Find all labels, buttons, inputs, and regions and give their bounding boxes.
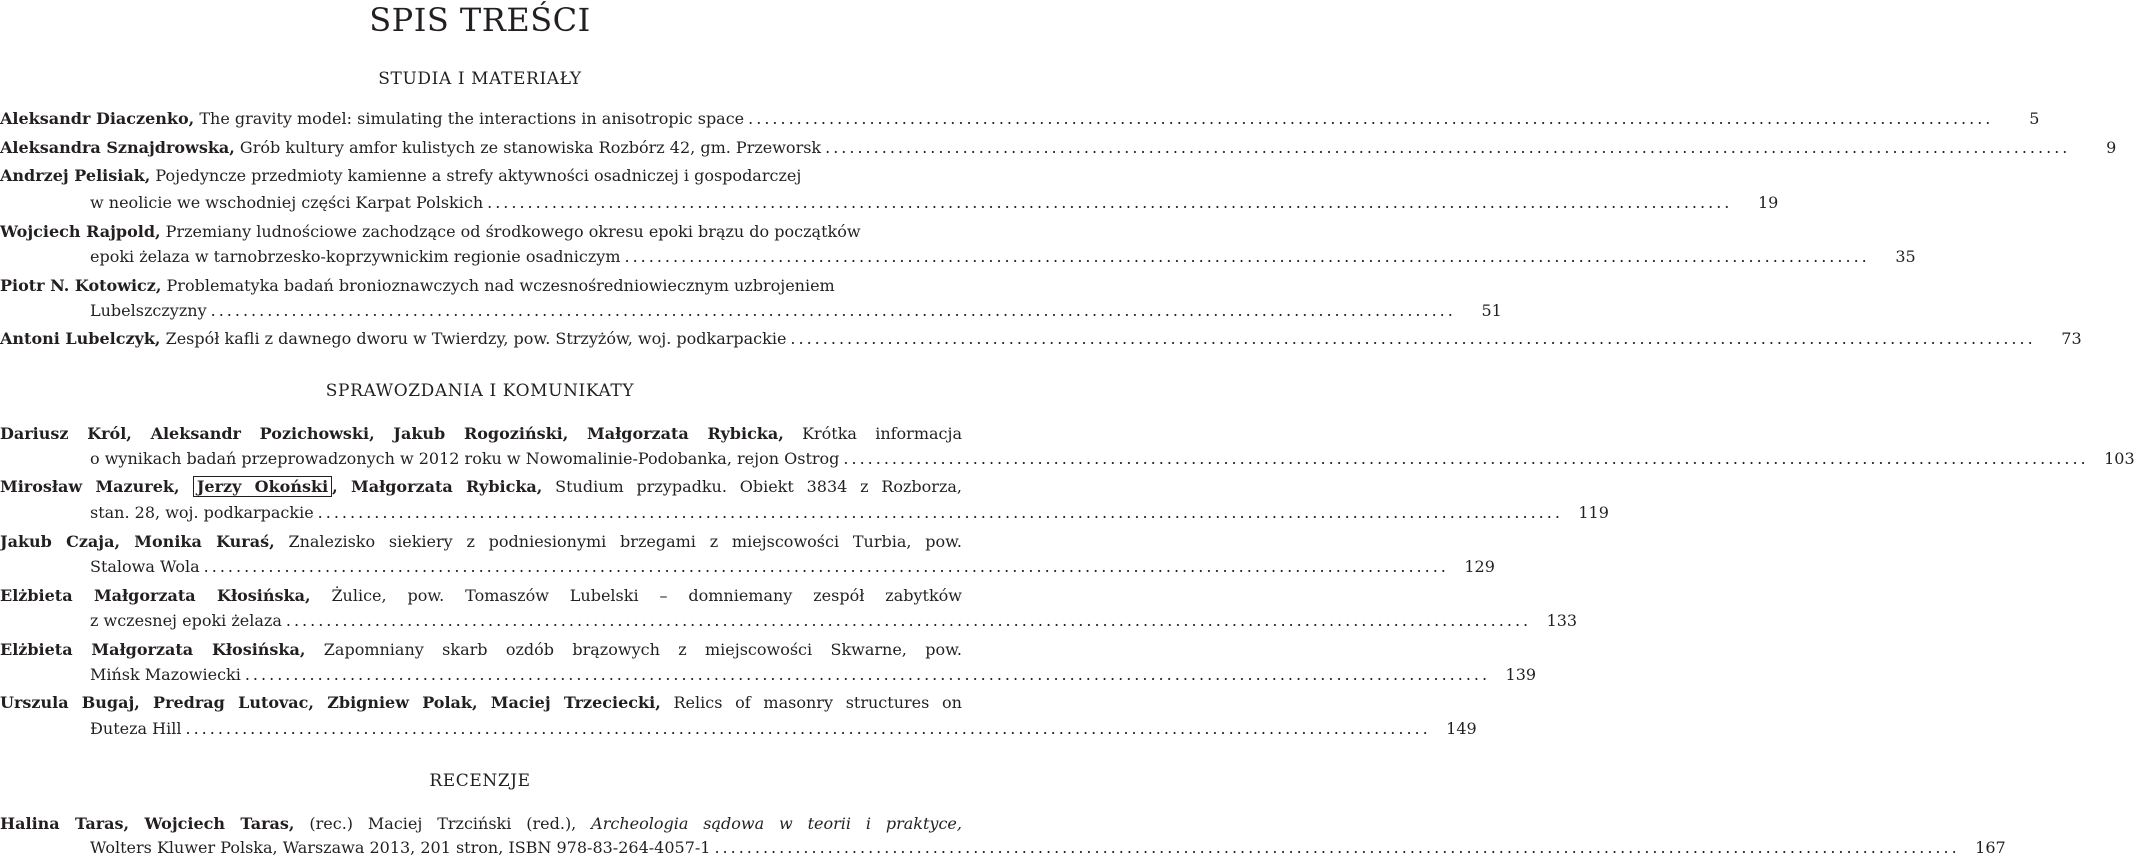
entry-title: Studium przypadku. Obiekt 3834 z Rozborza, xyxy=(542,477,962,496)
dot-leader: .......................................................................................................................................................... xyxy=(203,557,1449,576)
entry-title: Problematyka badań bronioznawczych nad wczesnośredniowiecznym uzbrojeniem xyxy=(161,276,835,295)
toc-entry-continuation[interactable] xyxy=(0,298,1502,324)
dot-leader: .......................................................................................................................................................... xyxy=(748,109,1994,128)
page-number: 35 xyxy=(1895,247,1916,266)
page-number: 51 xyxy=(1481,301,1502,320)
toc-entry[interactable] xyxy=(0,273,962,299)
entry-title: Przemiany ludnościowe zachodzące od środkowego okresu epoki brązu do początków xyxy=(160,222,861,241)
dot-leader: .......................................................................................................................................................... xyxy=(843,449,2089,468)
entry-author: Urszula Bugaj, Predrag Lutovac, Zbigniew Polak, Maciej Trzeciecki, xyxy=(0,693,661,712)
entry-title-cont: epoki żelaza w tarnobrzesko-koprzywnickim regionie osadniczym xyxy=(90,247,621,266)
entry-title-cont: Ðuteza Hill xyxy=(90,719,182,738)
toc-entry[interactable] xyxy=(0,529,962,555)
page-number: 103 xyxy=(2104,449,2135,468)
dot-leader: .......................................................................................................................................................... xyxy=(624,247,1870,266)
entry-author: Aleksandra Sznajdrowska, xyxy=(0,138,235,157)
dot-leader: .......................................................................................................................................................... xyxy=(790,329,2036,348)
entry-author: Mirosław Mazurek, Jerzy Okoński , Małgorzata Rybicka, xyxy=(0,477,543,496)
entry-author: Wojciech Rajpold, xyxy=(0,222,161,241)
toc-entry[interactable] xyxy=(0,583,962,609)
section-heading-studia: STUDIA I MATERIAŁY xyxy=(378,69,582,89)
toc-entry[interactable] xyxy=(0,811,962,837)
toc-entry-continuation[interactable] xyxy=(0,662,1537,688)
entry-author: Aleksandr Diaczenko, xyxy=(0,109,195,128)
toc-entry-continuation[interactable] xyxy=(0,835,2006,861)
dot-leader: .......................................................................................................................................................... xyxy=(825,138,2071,157)
dot-leader: .......................................................................................................................................................... xyxy=(285,611,1532,630)
dot-leader: .......................................................................................................................................................... xyxy=(185,719,1431,738)
entry-title: Pojedyncze przedmioty kamienne a strefy aktywności osadniczej i gospodarczej xyxy=(150,166,802,185)
entry-author: Halina Taras, Wojciech Taras, xyxy=(0,814,295,833)
page-number: 129 xyxy=(1464,557,1495,576)
page-number: 5 xyxy=(2029,109,2040,128)
toc-entry[interactable] xyxy=(0,106,2040,132)
entry-author: Elżbieta Małgorzata Kłosińska, xyxy=(0,586,311,605)
entry-author: Dariusz Król, Aleksandr Pozichowski, Jakub Rogoziński, Małgorzata Rybicka, xyxy=(0,424,784,443)
page-number: 19 xyxy=(1758,193,1779,212)
entry-title: The gravity model: simulating the interactions in anisotropic space xyxy=(194,109,745,128)
page-number: 167 xyxy=(1975,838,2006,857)
toc-entry[interactable] xyxy=(0,163,962,189)
page-number: 73 xyxy=(2061,329,2082,348)
entry-title: Żulice, pow. Tomaszów Lubelski – domniemany zespół zabytków xyxy=(310,586,963,605)
entry-title: Relics of masonry structures on xyxy=(660,693,962,712)
entry-title: (rec.) Maciej Trzciński (red.), xyxy=(294,814,592,833)
entry-author: Elżbieta Małgorzata Kłosińska, xyxy=(0,640,306,659)
dot-leader: .......................................................................................................................................................... xyxy=(487,193,1733,212)
section-heading-recenzje: RECENZJE xyxy=(429,771,531,791)
entry-title-cont: Wolters Kluwer Polska, Warszawa 2013, 201 stron, ISBN 978-83-264-4057-1 xyxy=(90,838,711,857)
section-heading-sprawozdania: SPRAWOZDANIA I KOMUNIKATY xyxy=(325,381,635,401)
entry-author: Andrzej Pelisiak, xyxy=(0,166,151,185)
page-number: 9 xyxy=(2106,138,2117,157)
dot-leader: .......................................................................................................................................................... xyxy=(317,503,1563,522)
entry-title-cont: o wynikach badań przeprowadzonych w 2012 roku w Nowomalinie-Podobanka, rejon Ostrog xyxy=(90,449,840,468)
toc-entry-continuation[interactable] xyxy=(0,554,1495,580)
toc-entry-continuation[interactable] xyxy=(0,446,2135,472)
entry-author: Piotr N. Kotowicz, xyxy=(0,276,162,295)
entry-title: Znalezisko siekiery z podniesionymi brzegami z miejscowości Turbia, pow. xyxy=(274,532,963,551)
entry-title: Zapomniany skarb ozdób brązowych z miejscowości Skwarne, pow. xyxy=(305,640,962,659)
dot-leader: .......................................................................................................................................................... xyxy=(210,301,1456,320)
toc-entry[interactable] xyxy=(0,637,962,663)
toc-entry-continuation[interactable] xyxy=(0,190,1779,216)
entry-title: Grób kultury amfor kulistych ze stanowiska Rozbórz 42, gm. Przeworsk xyxy=(234,138,822,157)
toc-entry[interactable] xyxy=(0,690,962,716)
page-number: 139 xyxy=(1505,665,1537,684)
page-title: SPIS TREŚCI xyxy=(369,1,591,39)
entry-title-cont: Mińsk Mazowiecki xyxy=(90,665,241,684)
entry-author: Antoni Lubelczyk, xyxy=(0,329,161,348)
toc-entry-continuation[interactable] xyxy=(0,244,1916,270)
page-number: 133 xyxy=(1546,611,1578,630)
toc-entry[interactable] xyxy=(0,219,962,245)
entry-title-italic: Archeologia sądowa w teorii i praktyce, xyxy=(591,814,962,833)
entry-author: Jakub Czaja, Monika Kuraś, xyxy=(0,532,275,551)
highlighted-author-box: Jerzy Okoński xyxy=(193,476,332,497)
entry-title: Zespół kafli z dawnego dworu w Twierdzy, pow. Strzyżów, woj. podkarpackie xyxy=(160,329,787,348)
page-number: 149 xyxy=(1446,719,1477,738)
entry-title-cont: Stalowa Wola xyxy=(90,557,200,576)
toc-entry-continuation[interactable] xyxy=(0,716,1477,742)
toc-entry[interactable] xyxy=(0,421,962,447)
page-number: 119 xyxy=(1578,503,1609,522)
dot-leader: .......................................................................................................................................................... xyxy=(714,838,1960,857)
dot-leader: .......................................................................................................................................................... xyxy=(244,665,1491,684)
toc-entry-continuation[interactable] xyxy=(0,500,1609,526)
entry-title: Krótka informacja xyxy=(783,424,963,443)
entry-title-cont: z wczesnej epoki żelaza xyxy=(90,611,282,630)
toc-entry-continuation[interactable] xyxy=(0,608,1578,634)
toc-entry[interactable] xyxy=(0,326,2082,352)
toc-entry[interactable] xyxy=(0,474,962,500)
toc-entry[interactable] xyxy=(0,135,2117,161)
entry-title-cont: w neolicie we wschodniej części Karpat Polskich xyxy=(90,193,484,212)
entry-title-cont: stan. 28, woj. podkarpackie xyxy=(90,503,314,522)
entry-title-cont: Lubelszczyzny xyxy=(90,301,207,320)
